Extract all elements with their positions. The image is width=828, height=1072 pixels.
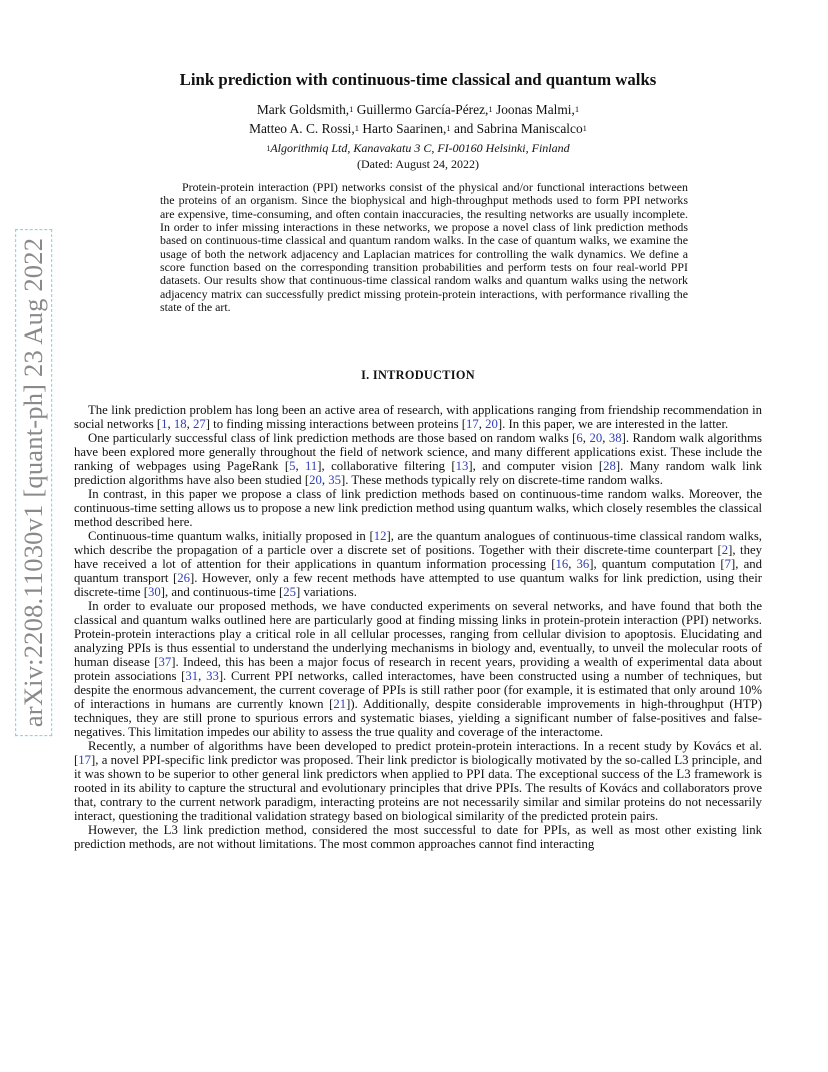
body-paragraph xyxy=(74,599,762,739)
body-paragraph xyxy=(74,431,762,487)
affiliation-text: Algorithmiq Ltd, Kanavakatu 3 C, FI-00160 Helsinki, Finland xyxy=(270,141,570,155)
paragraph-text: ], and quantum transport [ xyxy=(74,557,763,585)
author-name: Harto Saarinen,$^1$ xyxy=(362,120,451,136)
paragraph-text: In order to evaluate our proposed methods, we have conducted experiments on several networks, and have found that both the classical and quantum walks outlined here are particularly good at finding missing links in protein-protein interaction (PPI) networks. Protein-protein interactions play a critical role in all cellular processes, ranging from cellular division to apoptosis. Elucidating and analyzing PPIs is thus essential to understand the underlying mechanisms in biology and, eventually, to unveil the molecular roots of human disease [ xyxy=(74,599,762,669)
section-heading-introduction: I. INTRODUCTION xyxy=(361,368,475,382)
paragraph-text: ] variations. xyxy=(296,585,357,599)
paragraph-text: , xyxy=(478,417,486,431)
paragraph-text: ], they have received a lot of attention for their applications in quantum information processing [ xyxy=(74,543,762,571)
citation-link[interactable]: 26 xyxy=(177,571,191,585)
paragraph-text: The link prediction problem has long been an active area of research, with applications ranging from friendship recommendation in social networks [ xyxy=(74,403,762,431)
author-line-1 xyxy=(120,101,716,120)
paragraph-text: ]. Many random walk link prediction algorithms have also been studied [ xyxy=(74,459,762,487)
citation-link[interactable]: 1 xyxy=(161,417,168,431)
paragraph-text: In contrast, in this paper we propose a class of link prediction methods based on continuous-time random walks. Moreover, the continuous-time setting allows us to propose a new link prediction method using quantum walks, which closely resembles the classical method described here. xyxy=(74,487,763,529)
citation-link[interactable]: 20 xyxy=(589,431,603,445)
citation-link[interactable]: 31 xyxy=(185,669,199,683)
paragraph-text: ]. However, only a few recent methods have attempted to use quantum walks for link prediction, using their discrete-time [ xyxy=(74,571,762,599)
body-paragraph xyxy=(74,403,762,431)
body-paragraph xyxy=(74,739,762,823)
citation-link[interactable]: 11 xyxy=(305,459,318,473)
citation-link[interactable]: 28 xyxy=(603,459,616,473)
citation-link[interactable]: 27 xyxy=(192,417,206,431)
paragraph-text: , xyxy=(186,417,193,431)
citation-link[interactable]: 16 xyxy=(555,557,569,571)
author-name: Mark Goldsmith,$^1$ xyxy=(256,102,354,117)
citation-link[interactable]: 18 xyxy=(173,417,187,431)
arxiv-identifier-text[interactable]: arXiv:2208.11030v1 [quant-ph] 23 Aug 2022 xyxy=(16,228,53,735)
citation-link[interactable]: 33 xyxy=(206,669,219,683)
citation-link[interactable]: 21 xyxy=(333,697,347,711)
body-paragraph xyxy=(74,529,762,599)
paragraph-text: ]. In this paper, we are interested in the latter. xyxy=(497,417,729,431)
paragraph-text: , xyxy=(198,669,207,683)
citation-link[interactable]: 35 xyxy=(328,473,341,487)
citation-link[interactable]: 17 xyxy=(466,417,479,431)
author-name: and Sabrina Maniscalco$^1$ xyxy=(454,120,587,136)
paragraph-text: , xyxy=(582,431,590,445)
body-paragraph xyxy=(74,823,762,851)
paragraph-text: ], quantum computation [ xyxy=(589,557,725,571)
paragraph-text: Continuous-time quantum walks, initially proposed in [ xyxy=(88,529,374,543)
author-list xyxy=(120,101,716,138)
citation-link[interactable]: 37 xyxy=(158,655,172,669)
citation-link[interactable]: 12 xyxy=(373,529,387,543)
paragraph-text: , xyxy=(321,473,329,487)
paper-title: Link prediction with continuous-time classical and quantum walks xyxy=(179,70,657,89)
paragraph-text: ], and continuous-time [ xyxy=(160,585,284,599)
author-name: Joonas Malmi,$^1$ xyxy=(495,102,580,117)
author-name: Matteo A. C. Rossi,$^1$ xyxy=(249,120,359,136)
paragraph-text: However, the L3 link prediction method, considered the most successful to date for PPIs, as well as most other existing link prediction methods, are not without limitations. The most common approaches cannot find interacting xyxy=(74,823,762,851)
paragraph-text: , xyxy=(602,431,609,445)
paragraph-text: , xyxy=(167,417,174,431)
paragraph-text: ], a novel PPI-specific link predictor was proposed. Their link predictor is biologically motivated by the so-called L3 principle, and it was shown to be superior to other general link predictors when applied to PPI data. The exceptional success of the L3 framework is rooted in its ability to capture the structural and evolutionary principles that drive PPIs. The results of Kovács and collaborators prove that, contrary to the current network paradigm, interacting proteins are not necessarily similar and similar proteins do not necessarily interact, questioning the traditional validation strategy based on biological similarity of the predicted protein pairs. xyxy=(74,753,762,823)
paragraph-text: ]. Current PPI networks, called interactomes, have been constructed using a number of techniques, but despite the enormous advancement, the current coverage of PPIs is still rather poor (for example, it is estimated that only around 10% of interactions in humans are currently known [ xyxy=(74,669,762,711)
citation-link[interactable]: 20 xyxy=(309,473,322,487)
citation-link[interactable]: 17 xyxy=(78,753,91,767)
citation-link[interactable]: 25 xyxy=(283,585,297,599)
paragraph-text: ]. These methods typically rely on discrete-time random walks. xyxy=(340,473,663,487)
paragraph-text: ], collaborative filtering [ xyxy=(317,459,456,473)
author-line-2 xyxy=(120,120,716,139)
affiliation xyxy=(120,141,716,156)
paragraph-text: ]. Random walk algorithms have been explored more generally throughout the field of network science, and many different applications exist. These include the ranking of webpages using PageRank [ xyxy=(74,431,763,473)
affiliation-marker: 1 xyxy=(266,144,271,153)
arxiv-identifier-stamp[interactable] xyxy=(8,238,60,726)
citation-link[interactable]: 5 xyxy=(289,459,296,473)
citation-link[interactable]: 30 xyxy=(148,585,161,599)
citation-link[interactable]: 13 xyxy=(455,459,469,473)
paragraph-text: , xyxy=(568,557,577,571)
citation-link[interactable]: 20 xyxy=(485,417,498,431)
citation-link[interactable]: 36 xyxy=(576,557,590,571)
paragraph-text: ], and computer vision [ xyxy=(468,459,604,473)
paragraph-text: ] to finding missing interactions between proteins [ xyxy=(205,417,466,431)
paragraph-text: Recently, a number of algorithms have been developed to predict protein-protein interactions. In a recent study by Kovács et al. [ xyxy=(74,739,762,767)
paragraph-text: One particularly successful class of link prediction methods are those based on random walks [ xyxy=(88,431,577,445)
paragraph-text: ]). Additionally, despite considerable improvements in high-throughput (HTP) techniques, they are still prone to spurious errors and systematic biases, yielding a significant number of false-positives and false-negatives. This limitation impedes our ability to assess the true quality and coverage of the interactome. xyxy=(74,697,762,739)
citation-link[interactable]: 38 xyxy=(608,431,622,445)
paragraph-text: ]. Indeed, this has been a major focus of research in recent years, providing a wealth of experimental data about protein associations [ xyxy=(74,655,762,683)
citation-link[interactable]: 7 xyxy=(724,557,732,571)
citation-link[interactable]: 2 xyxy=(721,543,729,557)
date-line: (Dated: August 24, 2022) xyxy=(357,157,479,171)
paragraph-text: , xyxy=(295,459,306,473)
abstract: Protein-protein interaction (PPI) networks consist of the physical and/or functional interactions between the proteins of an organism. Since the biophysical and high-throughput methods used to form PPI networks are expensive, time-consuming, and often contain inaccuracies, the resulting networks are usually incomplete. In order to infer missing interactions in these networks, we propose a novel class of link prediction methods based on continuous-time classical and quantum random walks. In the case of quantum walks, we examine the usage of both the network adjacency and Laplacian matrices for controlling the walk dynamics. We define a score function based on the corresponding transition probabilities and perform tests on four real-world PPI datasets. Our results show that continuous-time classical random walks and quantum walks using the network adjacency matrix can successfully predict missing protein-protein interactions, with performance rivalling the state of the art. xyxy=(160,180,688,315)
author-name: Guillermo García-Pérez,$^1$ xyxy=(356,102,493,117)
paragraph-text: ], are the quantum analogues of continuous-time classical random walks, which describe the propagation of a particle over a discrete set of positions. Together with their discrete-time counterpart [ xyxy=(74,529,762,557)
citation-link[interactable]: 6 xyxy=(576,431,583,445)
body-paragraph xyxy=(74,487,762,529)
introduction-body xyxy=(74,403,762,851)
